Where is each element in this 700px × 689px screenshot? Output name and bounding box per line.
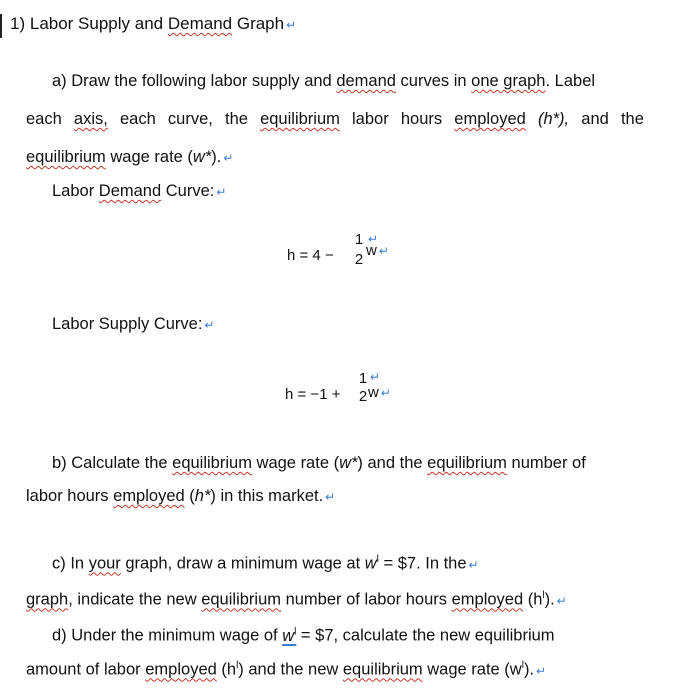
paragraph-mark-icon: ↵ xyxy=(468,557,479,572)
paragraph-mark-icon: ↵ xyxy=(286,18,297,32)
fraction-denominator: 2 xyxy=(358,388,368,405)
part-d-line-2: amount of labor employed $(h^l)$ and the new equilibrium wage rate $(w^l)$. ↵ xyxy=(26,660,547,679)
equation-variable: w ↵ xyxy=(368,384,391,401)
spellcheck-word: equilibrium xyxy=(260,110,340,128)
demand-curve-label: Labor Demand Curve: ↵ xyxy=(52,182,227,200)
fraction-numerator: 1 xyxy=(358,370,368,387)
part-d-line-1: d) Under the minimum wage of $w^l$ = $7, calculate the new equilibrium xyxy=(52,626,555,645)
paragraph-mark-icon: ↵ xyxy=(325,490,336,504)
supply-curve-label: Labor Supply Curve: ↵ xyxy=(52,315,215,333)
part-b-line-2: labor hours employed (h*) in this market. ↵ xyxy=(26,487,336,505)
spellcheck-word: demand xyxy=(336,72,396,90)
spellcheck-word: employed xyxy=(451,590,524,609)
paragraph-mark-icon: ↵ xyxy=(204,318,215,332)
spellcheck-word: employed xyxy=(113,487,185,505)
spellcheck-word: Demand xyxy=(167,14,233,33)
part-c-line-2: graph, indicate the new equilibrium number of labor hours employed $(h^l)$. ↵ xyxy=(26,590,567,609)
paragraph-mark-icon: ↵ xyxy=(370,370,381,384)
spellcheck-word: axis, xyxy=(73,110,108,128)
paragraph-mark-icon: ↵ xyxy=(378,244,389,258)
section-title xyxy=(10,14,296,34)
paragraph-mark-icon: ↵ xyxy=(536,663,547,678)
part-a-line-3: equilibrium wage rate (w*). ↵ xyxy=(26,148,234,166)
equation-lhs: h = 4 − xyxy=(287,247,334,264)
paragraph-mark-icon: ↵ xyxy=(368,232,379,246)
equation-variable: w ↵ xyxy=(366,242,389,259)
spellcheck-word: employed xyxy=(145,660,217,679)
fraction-numerator: 1 xyxy=(354,231,364,248)
fraction-denominator: 2 xyxy=(354,251,364,268)
text-cursor xyxy=(0,14,2,38)
section-number: 1) xyxy=(10,14,26,33)
paragraph-mark-icon: ↵ xyxy=(216,185,227,199)
spellcheck-word: equilibrium xyxy=(26,148,106,166)
equation-lhs: h = −1 + xyxy=(285,386,341,403)
spellcheck-word: your xyxy=(88,554,121,573)
spellcheck-word: employed xyxy=(454,110,526,128)
part-b-line-1: b) Calculate the equilibrium wage rate (w*) and the equilibrium number of xyxy=(52,454,586,472)
part-a-line-1: a) Draw the following labor supply and demand curves in one graph. Label xyxy=(52,72,596,90)
paragraph-mark-icon: ↵ xyxy=(380,386,391,400)
paragraph-mark-icon: ↵ xyxy=(556,593,567,608)
paragraph-mark-icon: ↵ xyxy=(223,151,234,165)
spellcheck-word: one graph xyxy=(471,72,546,90)
spellcheck-word: equilibrium xyxy=(201,590,281,609)
fraction xyxy=(352,231,366,268)
part-a-line-2: each axis, each curve, the equilibrium labor hours employed (h*), and the xyxy=(26,110,644,128)
spellcheck-word: equilibrium xyxy=(172,454,252,472)
spellcheck-word: graph xyxy=(26,590,69,609)
spellcheck-word: Demand xyxy=(98,182,162,200)
spellcheck-word: equilibrium xyxy=(342,660,423,679)
hyperlink-variable: $w^l$ xyxy=(282,626,297,645)
spellcheck-word: equilibrium xyxy=(427,454,507,472)
part-c-line-1: c) In your graph, draw a minimum wage at $w^l$ = $7. In the ↵ xyxy=(52,554,479,573)
title-text: Labor Supply and xyxy=(29,14,168,33)
title-text-end: Graph xyxy=(232,14,285,33)
